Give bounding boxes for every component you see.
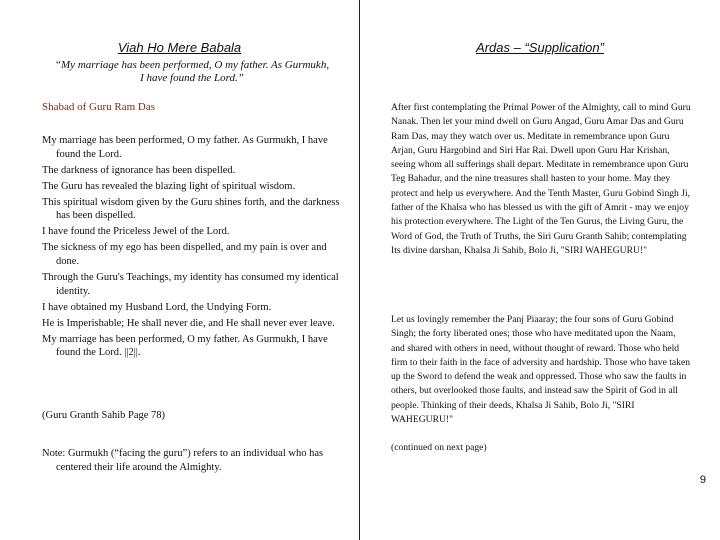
shabad-line: I have found the Priceless Jewel of the Lord. (42, 226, 230, 238)
left-page (0, 0, 359, 540)
continued-note: (continued on next page) (391, 442, 487, 453)
shabad-heading: Shabad of Guru Ram Das (42, 101, 156, 113)
page-number: 9 (699, 474, 706, 486)
shabad-line: The darkness of ignorance has been dispelled. (42, 164, 236, 176)
shabad-line: The sickness of my ego has been dispelled, and my pain is over and done. (42, 242, 327, 267)
shabad-line: Through the Guru's Teachings, my identity has consumed my identical identity. (42, 272, 339, 297)
ardas-paragraph-1: After first contemplating the Primal Power of the Almighty, call to mind Guru Nanak. Then let your mind dwell on Guru Angad, Guru Amar Das and Guru Ram Das, may they watch over us. Meditate in remembrance upon Guru Arjan, Guru Hargobind and Siri Har Rai. Dwell upon Guru Har Krishan, seeing whom all sufferings shall depart. Meditate in remembrance upon Guru Teg Bahadur, and the nine treasures shall hasten to your home. May they protect and help us everywhere. And the Tenth Master, Guru Gobind Singh Ji, father of the Khalsa who has blessed us with the gift of Amrit - may we enjoy his protection everywhere. The Light of the Ten Gurus, the Living Guru, the Word of God, the Truth of Truths, the Siri Guru Granth Sahib; contemplating Its divine darshan, Khalsa Ji Sahib, Bolo Ji, "SIRI WAHEGURU!" (391, 102, 691, 256)
scripture-reference: (Guru Granth Sahib Page 78) (42, 410, 166, 421)
shabad-line: The Guru has revealed the blazing light of spiritual wisdom. (42, 180, 296, 192)
shabad-lines (42, 134, 342, 362)
ardas-paragraph-2: Let us lovingly remember the Panj Piaaray; the four sons of Guru Gobind Singh; the forty liberated ones; those who have meditated upon the Naam, and shared with others in need, without thought of reward. Those who held firm to their faith in the face of adversity and hardship. Those who have taken up the Sword to defend the weak and oppressed. Those who saw the faults in others, but overlooked those faults, and instead saw the Spirit of God in all people. Thinking of their deeds, Khalsa Ji Sahib, Bolo Ji, "SIRI WAHEGURU!" (391, 314, 690, 426)
shabad-line: He is Imperishable; He shall never die, and He shall never ever leave. (42, 317, 335, 329)
shabad-line: I have obtained my Husband Lord, the Undying Form. (42, 301, 272, 313)
left-page-title: Viah Ho Mere Babala (117, 40, 242, 55)
shabad-line: My marriage has been performed, O my father. As Gurmukh, I have found the Lord. ||2||. (42, 333, 328, 359)
left-page-subtitle: “My marriage has been performed, O my father. As Gurmukh, I have found the Lord.” (54, 59, 330, 84)
right-page-title: Ardas – “Supplication” (476, 40, 604, 55)
footnote: Note: Gurmukh (“facing the guru”) refers to an individual who has centered their life around the Almighty. (42, 448, 324, 473)
right-page (360, 0, 720, 540)
shabad-line: My marriage has been performed, O my father. As Gurmukh, I have found the Lord. (42, 135, 328, 160)
shabad-line: This spiritual wisdom given by the Guru shines forth, and the darkness has been dispelled. (42, 196, 340, 222)
